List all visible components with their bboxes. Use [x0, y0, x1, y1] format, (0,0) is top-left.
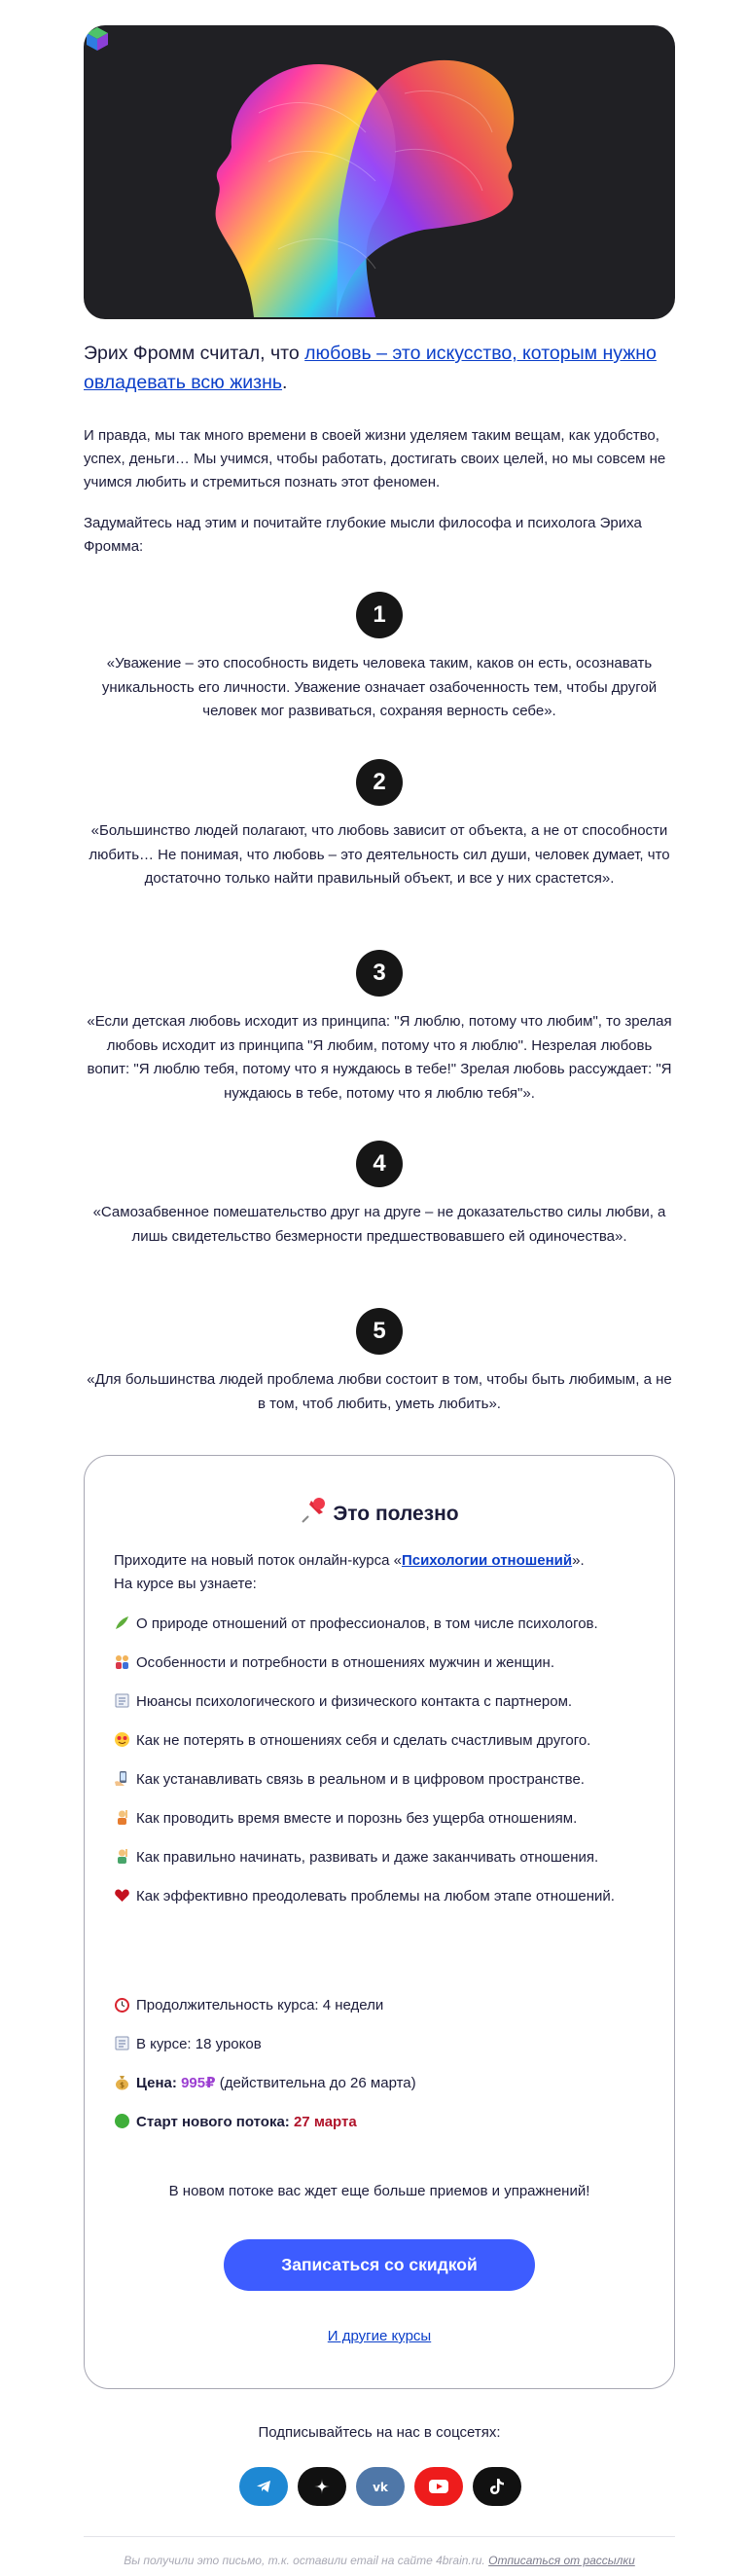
quote-number-badge: 2 — [356, 759, 403, 806]
price-label: Цена: — [136, 2075, 177, 2091]
phone-hand-icon — [114, 1770, 130, 1787]
start-label: Старт нового потока: — [136, 2114, 290, 2130]
quote-number-badge: 1 — [356, 592, 403, 638]
list-item-text: Особенности и потребности в отношениях мужчин и женщин. — [136, 1654, 554, 1671]
youtube-icon[interactable] — [414, 2467, 463, 2506]
list-item-text: Как эффективно преодолевать проблемы на любом этапе отношений. — [136, 1888, 615, 1905]
quote-number-badge: 3 — [356, 950, 403, 997]
quote-number-badge: 4 — [356, 1141, 403, 1187]
dzen-icon[interactable] — [298, 2467, 346, 2506]
list-item — [114, 1613, 649, 1636]
bookmark-tabs-icon — [114, 1692, 130, 1709]
course-price — [114, 2072, 649, 2095]
quote-text: «Для большинства людей проблема любви состоит в том, чтобы быть любимым, а не в том, чтоб любить, уметь любить». — [87, 1371, 672, 1412]
quote-text: «Уважение – это способность видеть человека таким, каков он есть, осознавать уникальность его личности. Уважение означает озабоченность тем, чтобы другой человек мог развиваться, сохраняя верность себе». — [101, 655, 658, 719]
quote-text: «Самозабвенное помешательство друг на друге – не доказательство силы любви, а лишь свидетельство безмерности предшествовавшего ей одиночества». — [92, 1204, 666, 1245]
useful-intro-line2: На курсе вы узнаете: — [114, 1576, 257, 1592]
footer-divider — [84, 2536, 675, 2537]
list-item — [114, 1690, 649, 1714]
hero-image — [84, 25, 675, 319]
svg-text:vk: vk — [373, 2481, 388, 2492]
price-note: (действительна до 26 марта) — [219, 2075, 416, 2091]
useful-title — [85, 1495, 674, 1526]
useful-card — [84, 1455, 675, 2389]
list-item-text: Как устанавливать связь в реальном и в цифровом пространстве. — [136, 1771, 585, 1788]
course-link[interactable]: Психологии отношений — [401, 1552, 573, 1569]
list-item — [114, 1651, 649, 1675]
heart-eyes-icon — [114, 1731, 130, 1748]
footer — [84, 2554, 675, 2567]
quote-text: «Большинство людей полагают, что любовь зависит от объекта, а не от способности любить… Не понимая, что любовь – это деятельность сил души, человек думает, что достаточно только найти правильный объект, и все у них срастется». — [89, 822, 670, 887]
telegram-icon[interactable] — [239, 2467, 288, 2506]
herb-icon — [114, 1615, 130, 1631]
headline-suffix: . — [282, 372, 288, 393]
start-date: 27 марта — [293, 2114, 357, 2130]
list-item-text: Нюансы психологического и физического контакта с партнером. — [136, 1693, 573, 1710]
course-duration-text: Продолжительность курса: 4 недели — [136, 1997, 384, 2014]
couple-icon — [114, 1653, 130, 1670]
footer-text: Вы получили это письмо, т.к. оставили email на сайте 4brain.ru. — [124, 2554, 485, 2567]
useful-intro — [114, 1549, 649, 1596]
person-raising-hand-icon — [114, 1848, 130, 1865]
heart-icon — [114, 1887, 130, 1904]
unsubscribe-link[interactable]: Отписаться от рассылки — [488, 2554, 635, 2567]
vk-icon[interactable] — [356, 2467, 405, 2506]
quote-text: «Если детская любовь исходит из принципа: "Я люблю, потому что любим", то зрелая любовь исходит из принципа "Я любим, потому что я люблю". Незрелая любовь вопит: "Я люблю тебя, потому что я нуждаюсь в тебе!" Зрелая любовь рассуждает: "Я нуждаюсь в тебе, потому что я люблю тебя"». — [87, 1013, 672, 1102]
svg-text:$: $ — [119, 2081, 125, 2089]
pushpin-icon — [300, 1495, 329, 1524]
list-item — [114, 1768, 649, 1792]
headline-link[interactable]: любовь – это искусство, которым нужно овладевать всю жизнь — [84, 343, 657, 393]
alarm-clock-icon — [114, 1996, 130, 2013]
closing-text: В новом потоке вас ждет еще больше приемов и упражнений! — [168, 2183, 590, 2199]
list-item — [114, 1729, 649, 1753]
course-start — [114, 2111, 649, 2134]
course-duration — [114, 1994, 649, 2017]
list-item-text: О природе отношений от профессионалов, в том числе психологов. — [136, 1615, 598, 1632]
course-lessons-text: В курсе: 18 уроков — [136, 2036, 262, 2052]
headline — [84, 339, 675, 397]
social-links — [239, 2467, 521, 2506]
list-item-text: Как правильно начинать, развивать и даже заканчивать отношения. — [136, 1849, 599, 1866]
intro-paragraph-1: И правда, мы так много времени в своей жизни уделяем таким вещам, как удобство, успех, деньги… Мы учимся, чтобы работать, достигать своих целей, но мы совсем не учимся любить и стремиться познать этот феномен. — [84, 427, 666, 490]
person-raising-hand-icon — [114, 1809, 130, 1826]
useful-intro-prefix: Приходите на новый поток онлайн-курса « — [114, 1552, 402, 1569]
colorful-profile-heads-illustration — [84, 25, 675, 319]
list-item-text: Как не потерять в отношениях себя и сделать счастливым другого. — [136, 1732, 591, 1749]
price-value: 995₽ — [181, 2075, 216, 2091]
money-bag-icon — [114, 2074, 130, 2090]
list-item — [114, 1846, 649, 1869]
useful-title-text: Это полезно — [333, 1503, 459, 1525]
more-courses-link[interactable]: И другие курсы — [327, 2328, 432, 2344]
bookmark-tabs-icon — [114, 2035, 130, 2051]
more-courses — [85, 2328, 674, 2344]
intro-paragraph-2: Задумайтесь над этим и почитайте глубокие мысли философа и психолога Эриха Фромма: — [84, 515, 642, 555]
social-title: Подписывайтесь на нас в соцсетях: — [258, 2424, 501, 2441]
quote-number-badge: 5 — [356, 1308, 403, 1355]
list-item-text: Как проводить время вместе и порознь без ущерба отношениям. — [136, 1810, 578, 1827]
tiktok-icon[interactable] — [473, 2467, 521, 2506]
green-circle-icon — [114, 2113, 130, 2129]
brain-cube-logo-icon — [84, 25, 111, 53]
list-item — [114, 1885, 649, 1908]
course-lessons — [114, 2033, 649, 2056]
enroll-discount-button[interactable]: Записаться со скидкой — [224, 2239, 535, 2291]
useful-intro-suffix: ». — [572, 1552, 585, 1569]
list-item — [114, 1807, 649, 1831]
headline-prefix: Эрих Фромм считал, что — [84, 343, 305, 364]
